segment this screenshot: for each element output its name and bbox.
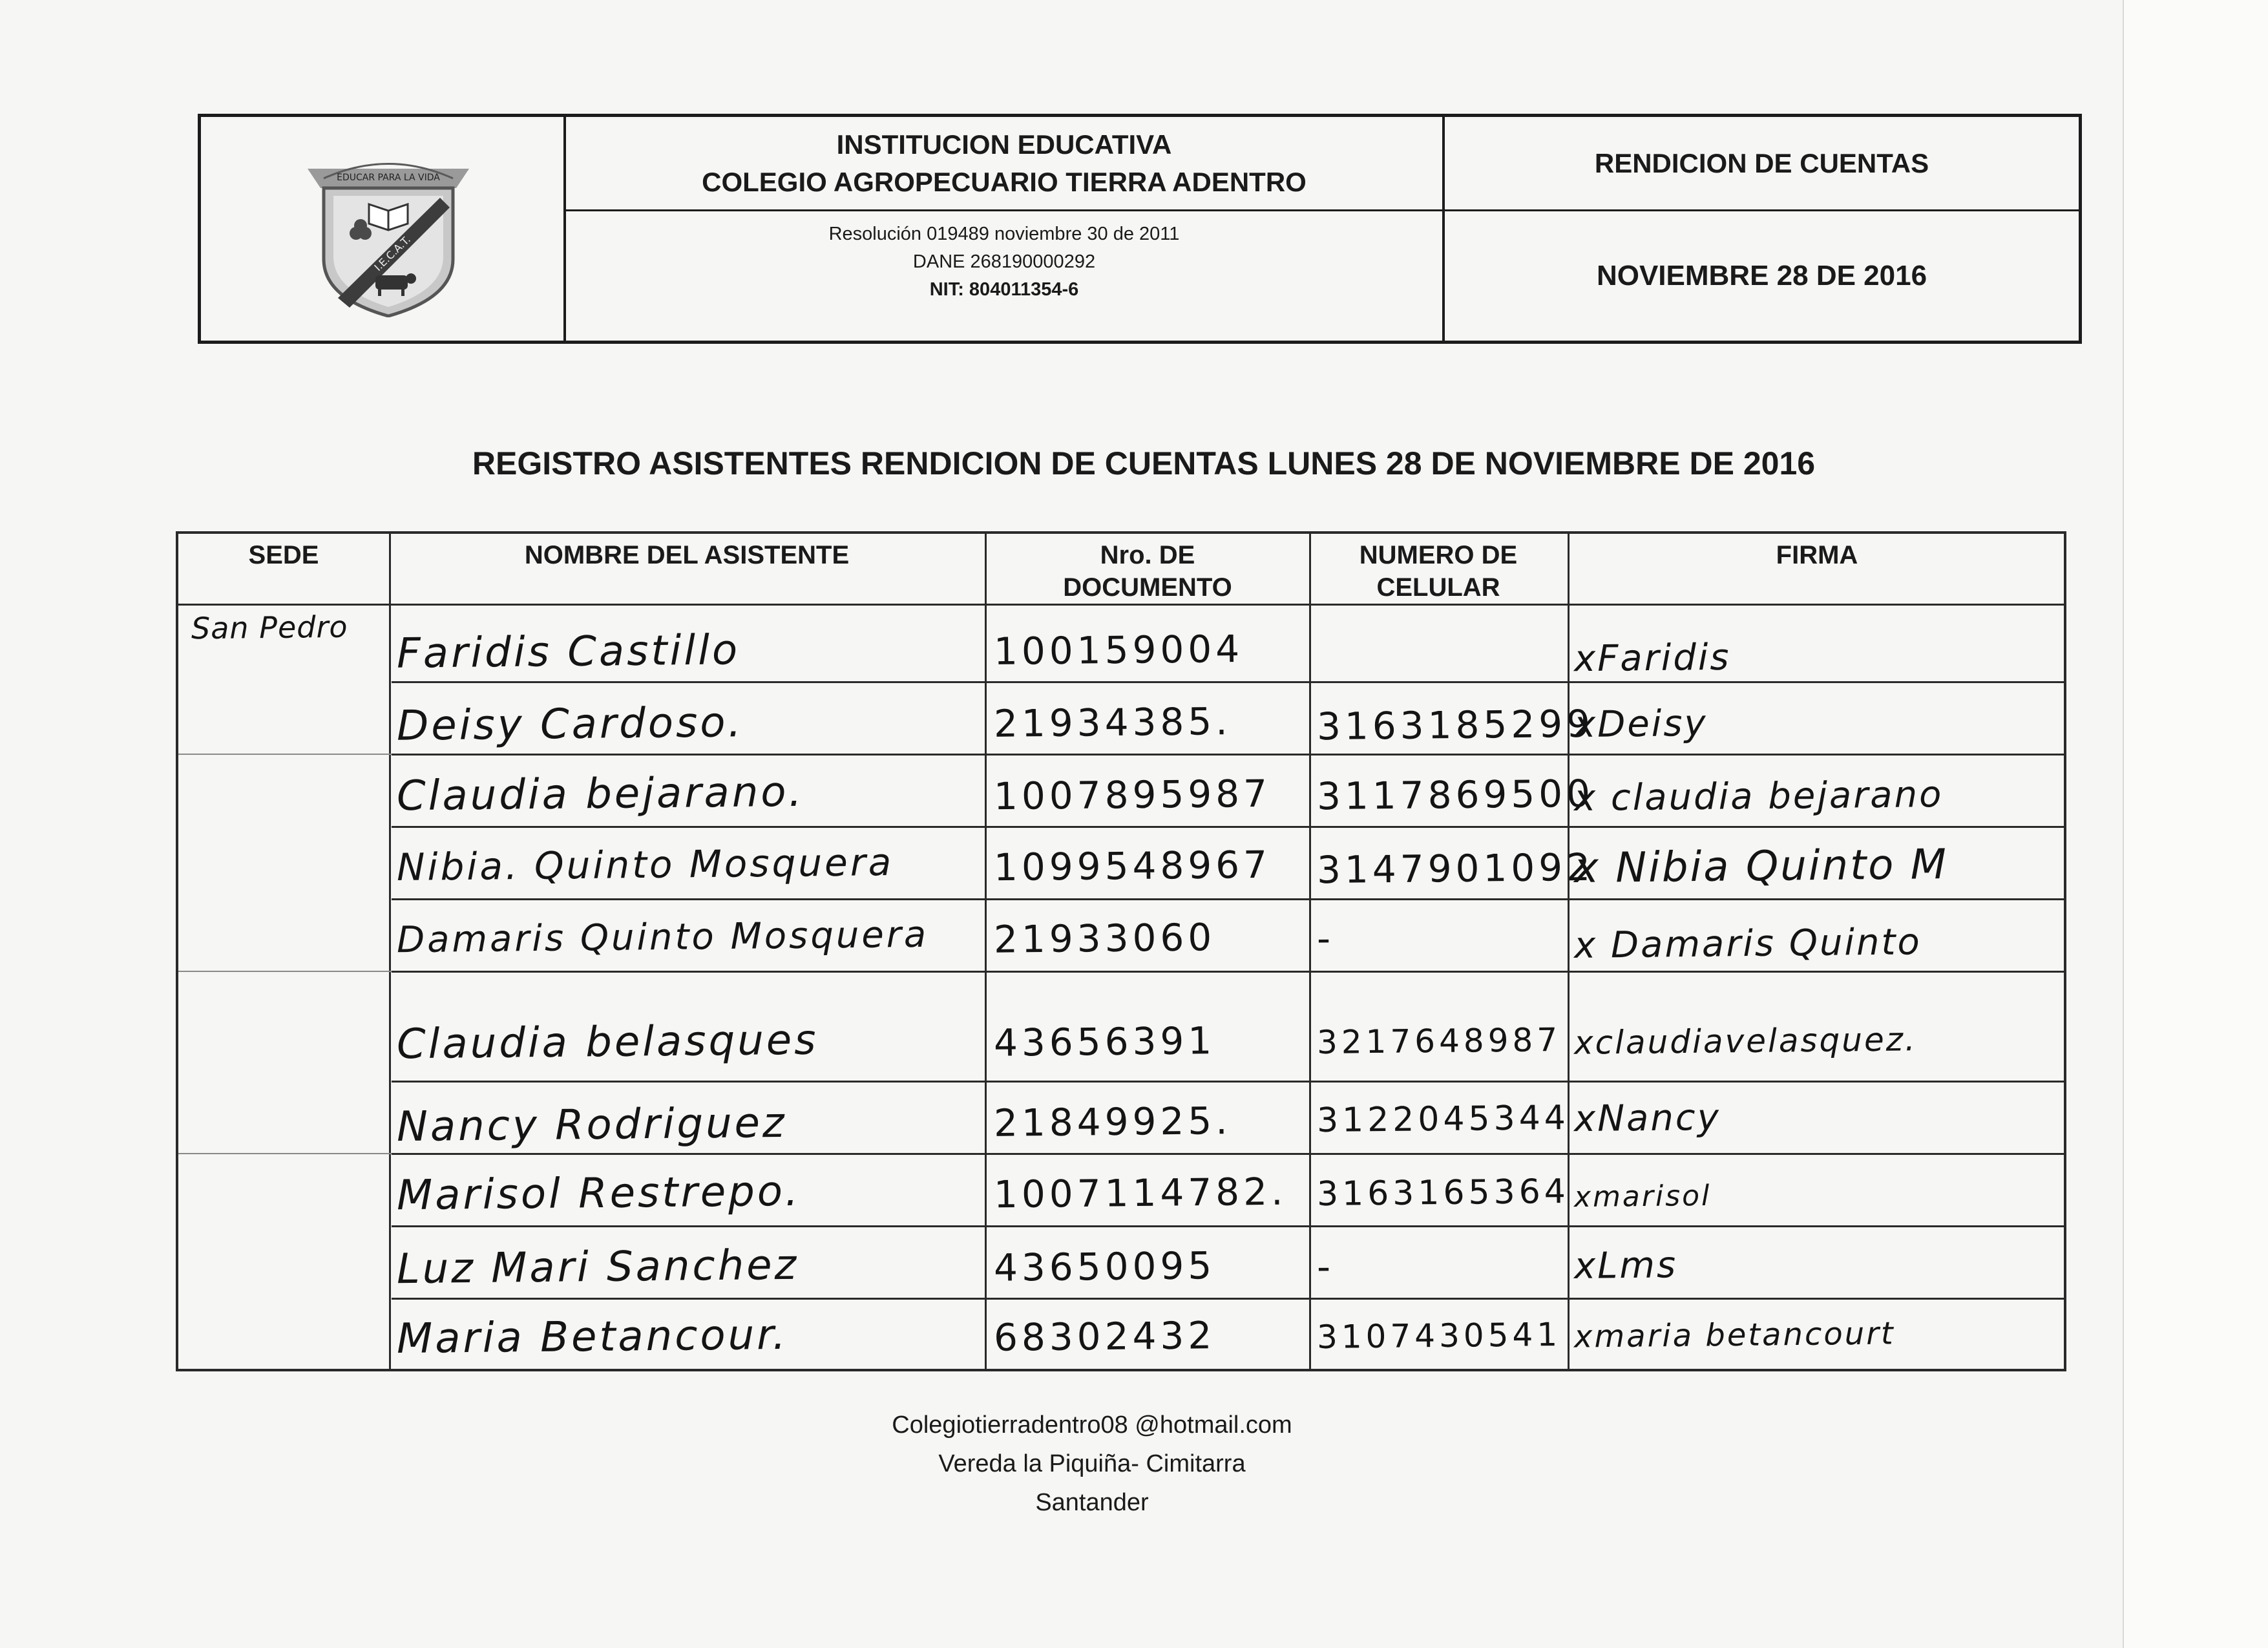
row-firma: xmaria betancourt — [1573, 1315, 1895, 1355]
row-celular: - — [1316, 1244, 1335, 1289]
row-nombre: Nibia. Quinto Mosquera — [396, 840, 894, 890]
col-header-firma: FIRMA — [1776, 541, 1858, 569]
row-celular: 3147901092 — [1316, 845, 1595, 893]
row-documento: 43650095 — [993, 1243, 1216, 1290]
row-divider — [392, 898, 2064, 900]
column-divider — [1309, 534, 1311, 1369]
row-celular: 3117869500 — [1316, 771, 1595, 819]
registry-title: REGISTRO ASISTENTES RENDICION DE CUENTAS LUNES 28 DE NOVIEMBRE DE 2016 — [472, 445, 1816, 481]
row-divider — [392, 1153, 2064, 1155]
document-footer — [646, 1406, 1538, 1522]
row-documento: 43656391 — [993, 1019, 1216, 1065]
row-celular: - — [1316, 916, 1335, 961]
sede-guide-line — [178, 754, 392, 755]
scan-page-edge — [2123, 0, 2268, 1648]
row-celular: 3217648987 — [1316, 1021, 1562, 1061]
row-celular: 3163185299 — [1316, 701, 1595, 749]
sede-value: San Pedro — [191, 609, 348, 646]
row-divider — [392, 826, 2064, 828]
row-divider — [392, 1298, 2064, 1300]
nit-text: NIT: 804011354-6 — [929, 279, 1079, 300]
row-firma: xmarisol — [1573, 1179, 1712, 1214]
logo-motto-text: EDUCAR PARA LA VIDA — [337, 173, 440, 183]
row-nombre: Nancy Rodriguez — [396, 1099, 787, 1152]
row-documento: 1099548967 — [993, 842, 1272, 890]
row-firma: xclaudiavelasquez. — [1573, 1020, 1918, 1062]
col-header-nombre: NOMBRE DEL ASISTENTE — [524, 541, 850, 569]
col-header-celular: NUMERO DE CELULAR — [1359, 541, 1518, 602]
row-firma: x Nibia Quinto M — [1573, 840, 1949, 893]
row-documento: 1007895987 — [993, 771, 1272, 819]
footer-address: Vereda la Piquiña- Cimitarra — [938, 1450, 1246, 1477]
row-nombre: Deisy Cardoso. — [396, 699, 744, 750]
row-nombre: Luz Mari Sanchez — [396, 1241, 799, 1294]
institution-cell — [566, 117, 1445, 341]
sede-guide-line — [178, 971, 392, 972]
row-divider — [392, 1225, 2064, 1227]
row-nombre: Claudia belasques — [396, 1016, 819, 1069]
row-documento: 1007114782. — [993, 1169, 1287, 1217]
row-celular: 3122045344 — [1316, 1098, 1570, 1141]
row-nombre: Faridis Castillo — [396, 626, 740, 678]
row-nombre: Maria Betancour. — [396, 1311, 789, 1364]
row-documento: 68302432 — [993, 1313, 1216, 1360]
document-header — [198, 114, 2082, 344]
footer-department: Santander — [1035, 1489, 1149, 1516]
row-nombre: Marisol Restrepo. — [396, 1167, 801, 1220]
row-firma: xDeisy — [1573, 702, 1708, 746]
col-header-documento: Nro. DE DOCUMENTO — [1063, 541, 1232, 602]
row-divider — [392, 754, 2064, 755]
row-documento: 21933060 — [993, 915, 1216, 962]
row-celular: 3163165364 — [1316, 1172, 1570, 1214]
row-nombre: Damaris Quinto Mosquera — [396, 913, 929, 962]
institution-line2: COLEGIO AGROPECUARIO TIERRA ADENTRO — [702, 167, 1307, 197]
column-divider — [985, 534, 987, 1369]
row-divider — [392, 681, 2064, 683]
row-firma: xFaridis — [1573, 636, 1731, 681]
col-header-sede: SEDE — [248, 541, 319, 569]
document-type-cell — [1445, 117, 2079, 341]
institution-details — [566, 211, 1442, 350]
row-divider — [392, 971, 2064, 973]
column-divider — [1568, 534, 1570, 1369]
attendance-table — [176, 531, 2066, 1371]
footer-email: Colegiotierradentro08 @hotmail.com — [892, 1411, 1292, 1439]
row-nombre: Claudia bejarano. — [396, 768, 805, 821]
column-divider — [389, 534, 391, 1369]
institution-name — [566, 117, 1442, 211]
row-firma: x claudia bejarano — [1573, 774, 1944, 819]
logo-initials-text: I.E.C.A.T. — [372, 233, 413, 274]
dane-text: DANE 268190000292 — [912, 251, 1096, 272]
row-documento: 21849925. — [993, 1099, 1232, 1145]
row-firma: xLms — [1573, 1244, 1678, 1287]
row-divider — [392, 1081, 2064, 1083]
resolution-text: Resolución 019489 noviembre 30 de 2011 — [828, 224, 1180, 244]
sede-guide-line — [178, 1153, 392, 1154]
document-date: NOVIEMBRE 28 DE 2016 — [1596, 260, 1927, 291]
row-documento: 21934385. — [993, 699, 1232, 746]
row-firma: x Damaris Quinto — [1573, 921, 1922, 967]
row-celular: 3107430541 — [1316, 1316, 1562, 1356]
document-type: RENDICION DE CUENTAS — [1445, 117, 2079, 211]
logo-cell — [201, 117, 566, 341]
school-crest-logo — [304, 143, 472, 317]
row-firma: xNancy — [1573, 1096, 1721, 1141]
row-documento: 100159004 — [993, 626, 1244, 674]
institution-line1: INSTITUCION EDUCATIVA — [836, 129, 1172, 160]
